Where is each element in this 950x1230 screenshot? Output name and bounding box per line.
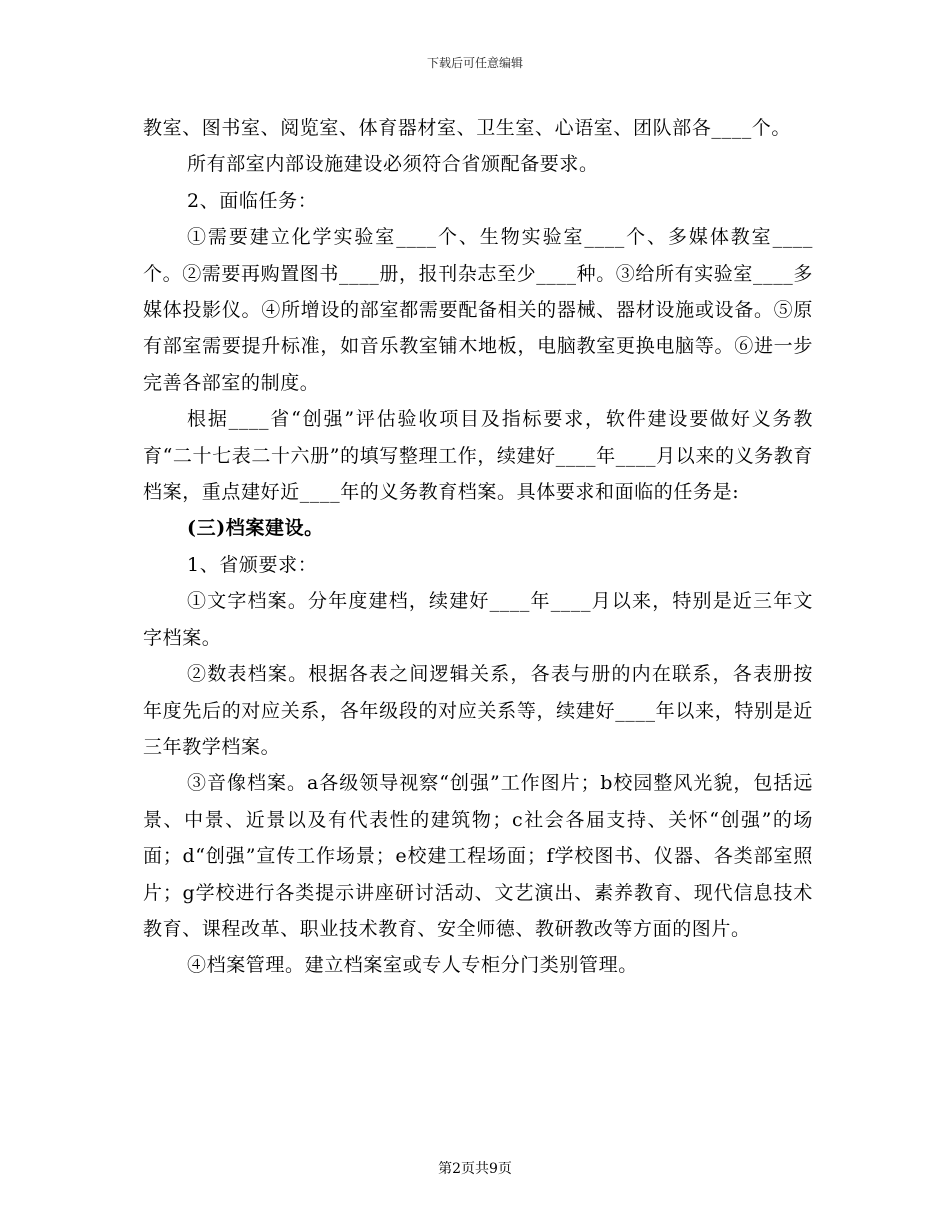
paragraph-table-archives: ②数表档案。根据各表之间逻辑关系，各表与册的内在联系，各表册按年度先后的对应关系，各年级段的对应关系等，续建好____年以来，特别是近三年教学档案。 (143, 663, 813, 758)
paragraph-archive-management: ④档案管理。建立档案室或专人专柜分门类别管理。 (187, 954, 638, 977)
paragraph-requirements: 所有部室内部设施建设必须符合省颁配备要求。 (187, 153, 599, 176)
document-body (143, 110, 813, 984)
paragraph-software-construction: 根据____省“创强”评估验收项目及指标要求，软件建设要做好义务教育“二十七表二十六册”的填写整理工作，续建好____年____月以来的义务教育档案，重点建好近____年的义务教育档案。具体要求和面临的任务是: (143, 408, 813, 504)
page-number: 第2页共9页 (438, 1161, 512, 1177)
paragraph-task-list: ①需要建立化学实验室____个、生物实验室____个、多媒体教室____个。②需要再购置图书____册，报刊杂志至少____种。③给所有实验室____多媒体投影仪。④所增设的部室都需要配备相关的器械、器材设施或设备。⑤原有部室需要提升标准，如音乐教室铺木地板，电脑教室更换电脑等。⑥进一步完善各部室的制度。 (143, 226, 814, 394)
paragraph-media-archives: ③音像档案。a各级领导视察“创强”工作图片；b校园整风光貌，包括远景、中景、近景以及有代表性的建筑物；c社会各届支持、关怀“创强”的场面；d“创强”宣传工作场景；e校建工程场面；f学校图书、仪器、各类部室照片；g学校进行各类提示讲座研讨活动、文艺演出、素养教育、现代信息技术教育、课程改革、职业技术教育、安全师德、教研教改等方面的图片。 (143, 772, 813, 940)
paragraph-rooms-list: 教室、图书室、阅览室、体育器材室、卫生室、心语室、团队部各____个。 (143, 117, 792, 139)
section-heading-tasks: 2、面临任务： (187, 189, 318, 212)
section-heading-provincial-requirements: 1、省颁要求： (187, 553, 318, 576)
section-heading-archives: (三)档案建设。 (187, 517, 324, 540)
page-header: 下载后可任意编辑 (426, 56, 523, 70)
paragraph-text-archives: ①文字档案。分年度建档，续建好____年____月以来，特别是近三年文字档案。 (143, 590, 813, 649)
